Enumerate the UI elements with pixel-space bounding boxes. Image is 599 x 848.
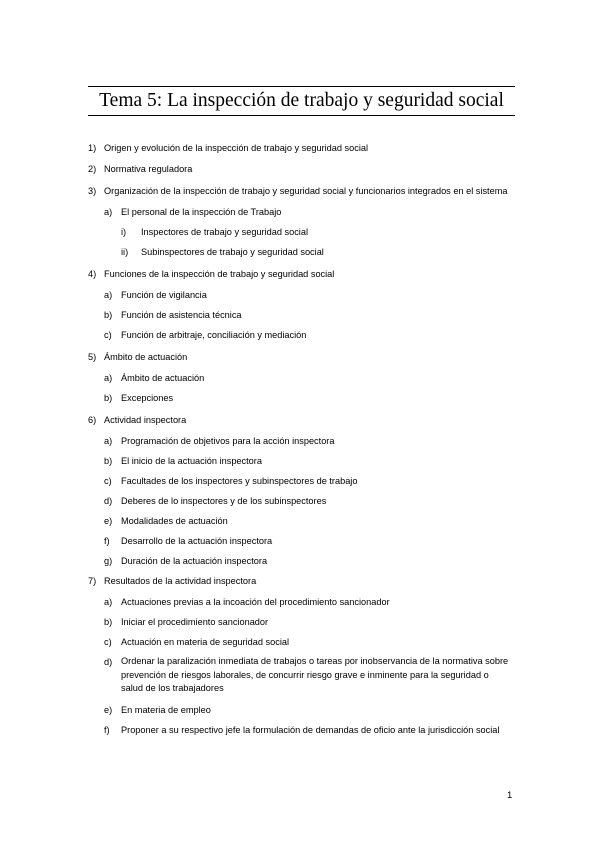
item-number: 3) xyxy=(88,186,97,196)
item-number: 7) xyxy=(88,576,97,586)
item-number: e) xyxy=(104,516,113,526)
item-number: 6) xyxy=(88,415,97,425)
item-number: 4) xyxy=(88,269,97,279)
item-number: f) xyxy=(104,536,110,546)
toc-item: Actuaciones previas a la incoación del procedimiento sancionador xyxy=(121,597,390,607)
toc-item: Función de asistencia técnica xyxy=(121,310,242,320)
item-number: d) xyxy=(104,657,113,667)
item-number: b) xyxy=(104,310,113,320)
item-number: c) xyxy=(104,637,112,647)
item-number: 1) xyxy=(88,143,97,153)
toc-item: Inspectores de trabajo y seguridad social xyxy=(141,227,309,237)
toc-item: Actuación en materia de seguridad social xyxy=(121,637,290,647)
toc-item: Función de arbitraje, conciliación y mediación xyxy=(121,330,307,340)
item-number: f) xyxy=(104,725,110,735)
toc-item: Ámbito de actuación xyxy=(104,352,188,362)
title-rule-top xyxy=(88,86,515,87)
toc-item: Programación de objetivos para la acción inspectora xyxy=(121,436,335,446)
toc-item: Excepciones xyxy=(121,393,174,403)
item-number: a) xyxy=(104,436,113,446)
item-number: b) xyxy=(104,617,113,627)
item-number: a) xyxy=(104,597,113,607)
item-number: 5) xyxy=(88,352,97,362)
toc-item: Duración de la actuación inspectora xyxy=(121,556,268,566)
item-number: d) xyxy=(104,496,113,506)
toc-item: Ordenar la paralización inmediata de trabajos o tareas por inobservancia de la normativa sobre prevención de riesgos laborales, de concurrir riesgo grave e inminente para la seguridad o salud de los trabajadores xyxy=(121,656,509,693)
item-number: a) xyxy=(104,373,113,383)
item-number: c) xyxy=(104,476,112,486)
toc-item: Función de vigilancia xyxy=(121,290,207,300)
toc-item: Actividad inspectora xyxy=(104,415,187,425)
toc-item: Normativa reguladora xyxy=(104,164,193,174)
title-rule-bottom xyxy=(88,115,515,116)
toc-item: En materia de empleo xyxy=(121,705,211,715)
toc-item: Funciones de la inspección de trabajo y seguridad social xyxy=(104,269,335,279)
toc-item: Modalidades de actuación xyxy=(121,516,228,526)
toc-item: Desarrollo de la actuación inspectora xyxy=(121,536,273,546)
item-number: b) xyxy=(104,393,113,403)
toc-item: Facultades de los inspectores y subinspectores de trabajo xyxy=(121,476,358,486)
toc-item: Origen y evolución de la inspección de trabajo y seguridad social xyxy=(104,143,369,153)
toc-item: Organización de la inspección de trabajo y seguridad social y funcionarios integrados en el sistema xyxy=(104,186,508,196)
item-number: 2) xyxy=(88,164,97,174)
item-number: c) xyxy=(104,330,112,340)
item-number: b) xyxy=(104,456,113,466)
toc-item: Ámbito de actuación xyxy=(121,373,205,383)
toc-item: Iniciar el procedimiento sancionador xyxy=(121,617,269,627)
toc-item: Proponer a su respectivo jefe la formulación de demandas de oficio ante la jurisdicción social xyxy=(121,725,500,735)
toc-item: Deberes de lo inspectores y de los subinspectores xyxy=(121,496,327,506)
item-number: a) xyxy=(104,290,113,300)
item-number: a) xyxy=(104,207,113,217)
item-number: e) xyxy=(104,705,113,715)
page-number: 1 xyxy=(507,790,513,801)
item-number: ii) xyxy=(121,247,129,257)
page-title: Tema 5: La inspección de trabajo y seguridad social xyxy=(99,90,504,111)
toc-item: El inicio de la actuación inspectora xyxy=(121,456,262,466)
toc-item: Resultados de la actividad inspectora xyxy=(104,576,257,586)
item-number: i) xyxy=(121,227,127,237)
toc-item: El personal de la inspección de Trabajo xyxy=(121,207,282,217)
item-number: g) xyxy=(104,556,113,566)
toc-item: Subinspectores de trabajo y seguridad social xyxy=(141,247,324,257)
